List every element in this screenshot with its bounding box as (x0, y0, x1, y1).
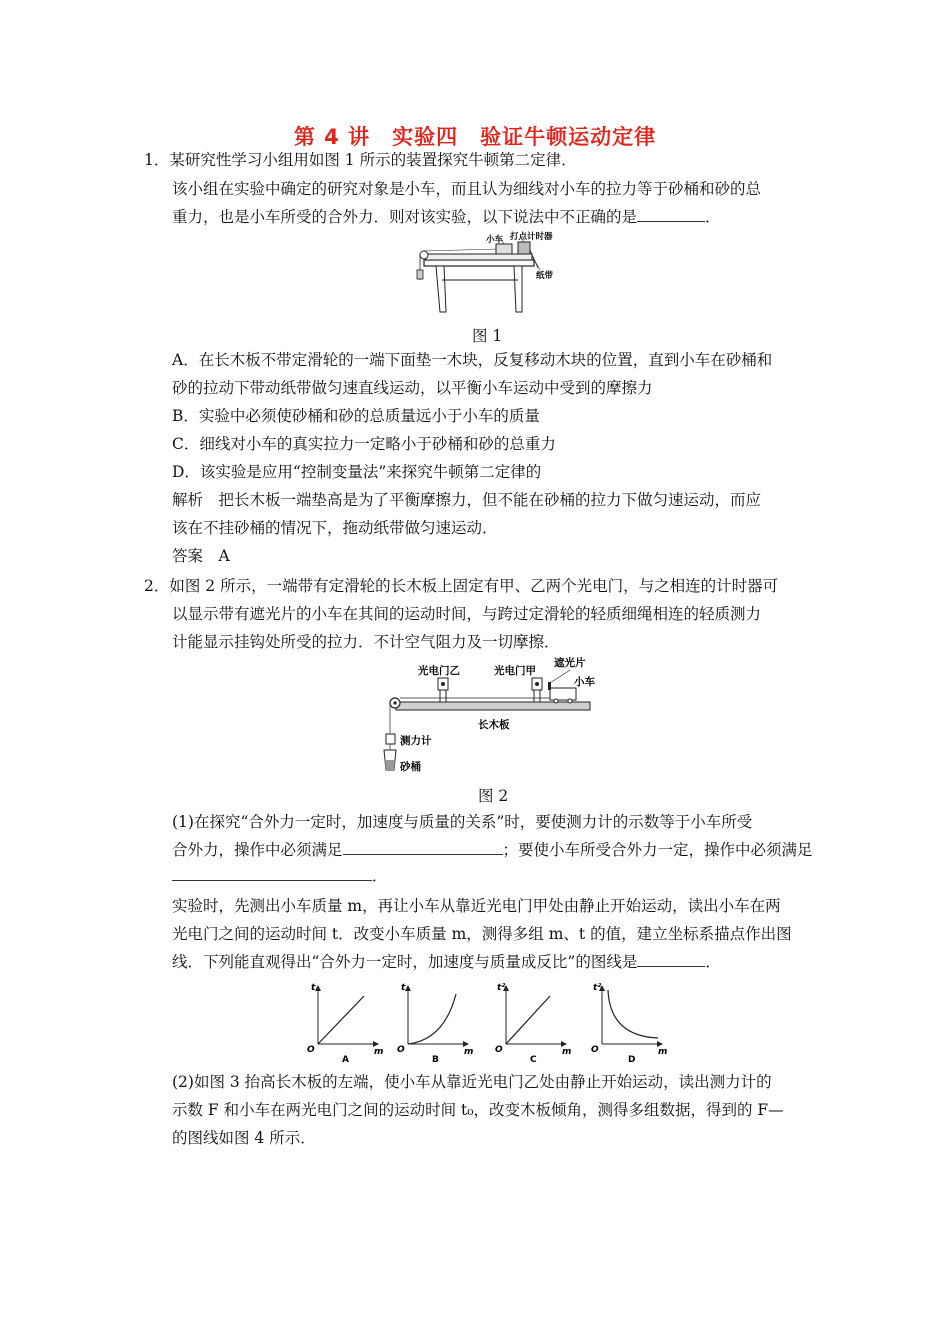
figure-2-caption: 图 2 (478, 787, 509, 805)
q2-answer-blank-1[interactable] (343, 840, 503, 855)
fig1-label-tape: 纸带 (536, 271, 554, 281)
q2-part1-end: ． (372, 867, 388, 885)
page-title: 第 4 讲 实验四 验证牛顿运动定律 (293, 125, 657, 149)
q1-stem-end: ． (705, 208, 721, 226)
fig2-label-bucket: 砂桶 (400, 761, 421, 773)
q1-option-a-line-1: A．在长木板不带定滑轮的一端下面垫一木块，反复移动木块的位置，直到小车在砂桶和 (172, 351, 773, 369)
graph-c-y-axis: t² (497, 983, 506, 993)
graph-b-curve (408, 994, 456, 1044)
q2-part1-text-b: ；要使小车所受合外力一定，操作中必须满足 (502, 841, 813, 859)
q2-part1-line-1: (1)在探究“合外力一定时，加速度与质量的关系”时，要使测力计的示数等于小车所受 (172, 813, 753, 831)
graph-c[interactable] (495, 983, 571, 1065)
graph-d-label: D (628, 1055, 636, 1065)
q2-part1-end-6: ． (705, 953, 721, 971)
q2-part1-text-6: 线．下列能直观得出“合外力一定时，加速度与质量成反比”的图线是 (172, 953, 638, 971)
q1-stem-line-1: 1．某研究性学习小组用如图 1 所示的装置探究牛顿第二定律． (144, 151, 577, 169)
q2-answer-blank-2[interactable] (172, 866, 372, 881)
graph-a-label: A (342, 1055, 349, 1065)
q2-part2-line-3: 的图线如图 4 所示． (172, 1129, 316, 1147)
q1-option-b: B．实验中必须使砂桶和砂的总质量远小于小车的质量 (172, 407, 540, 425)
graph-d-curve (608, 990, 658, 1038)
q2-part1-text-a: 合外力，操作中必须满足 (172, 841, 343, 859)
q1-option-a-line-2: 砂的拉动下带动纸带做匀速直线运动，以平衡小车运动中受到的摩擦力 (172, 379, 653, 397)
graph-c-curve (506, 996, 550, 1044)
graph-d[interactable] (591, 983, 667, 1065)
fig2-label-gate-a: 光电门甲 (494, 665, 536, 677)
graph-d-origin: O (591, 1045, 599, 1055)
q2-part1-line-6 (172, 952, 721, 972)
fig2-label-meter: 测力计 (400, 735, 432, 747)
fig1-label-timer: 打点计时器 (510, 232, 553, 242)
graph-a[interactable] (307, 983, 383, 1065)
graph-b[interactable] (397, 983, 473, 1065)
graph-a-y-axis: t (311, 983, 316, 993)
q2-stem-line-3: 计能显示挂钩处所受的拉力．不计空气阻力及一切摩擦． (172, 633, 560, 651)
graph-c-x-axis: m (562, 1047, 572, 1057)
q2-part1-line-3 (172, 866, 388, 886)
q2-part1-line-2 (172, 840, 813, 860)
q1-answer: 答案 A (172, 547, 230, 565)
q1-analysis-line-1: 解析 把长木板一端垫高是为了平衡摩擦力，但不能在砂桶的拉力下做匀速运动，而应 (172, 491, 762, 509)
q1-stem-text: 重力，也是小车所受的合外力．则对该实验，以下说法中不正确的是 (172, 208, 638, 226)
figure-2-apparatus (382, 656, 602, 778)
graph-a-curve (318, 996, 364, 1044)
figure-1-apparatus (408, 230, 568, 318)
fig2-label-car: 小车 (574, 676, 595, 688)
q2-answer-blank-3[interactable] (637, 952, 705, 967)
q1-analysis-line-2: 该在不挂砂桶的情况下，拖动纸带做匀速运动． (172, 519, 498, 537)
fig1-label-car: 小车 (486, 235, 504, 245)
fig2-label-board: 长木板 (478, 719, 510, 731)
graph-b-origin: O (397, 1045, 405, 1055)
graph-d-x-axis: m (658, 1047, 668, 1057)
graph-a-origin: O (307, 1045, 315, 1055)
graph-c-label: C (530, 1055, 537, 1065)
graph-b-label: B (432, 1055, 439, 1065)
fig2-label-shade: 遮光片 (554, 657, 586, 669)
q2-stem-line-1: 2．如图 2 所示，一端带有定滑轮的长木板上固定有甲、乙两个光电门，与之相连的计时器可 (144, 577, 779, 595)
q1-stem-line-3 (172, 207, 721, 227)
graph-b-x-axis: m (464, 1047, 474, 1057)
q1-option-c: C．细线对小车的真实拉力一定略小于砂桶和砂的总重力 (172, 435, 556, 453)
q1-option-d: D．该实验是应用“控制变量法”来探究牛顿第二定律的 (172, 463, 542, 481)
figure-1-caption: 图 1 (472, 327, 503, 345)
graph-b-y-axis: t (401, 983, 406, 993)
graph-c-origin: O (495, 1045, 503, 1055)
q2-part2-line-1: (2)如图 3 抬高长木板的左端，使小车从靠近光电门乙处由静止开始运动，读出测力计的 (172, 1073, 772, 1091)
q2-part1-line-4: 实验时，先测出小车质量 m，再让小车从靠近光电门甲处由静止开始运动，读出小车在两 (172, 897, 781, 915)
graph-d-y-axis: t² (593, 983, 602, 993)
q2-part1-line-5: 光电门之间的运动时间 t．改变小车质量 m，测得多组 m、t 的值，建立坐标系描点作出图 (172, 925, 792, 943)
graph-a-x-axis: m (374, 1047, 384, 1057)
q1-stem-line-2: 该小组在实验中确定的研究对象是小车，而且认为细线对小车的拉力等于砂桶和砂的总 (172, 180, 762, 198)
graph-options (302, 980, 672, 1066)
q2-stem-line-2: 以显示带有遮光片的小车在其间的运动时间，与跨过定滑轮的轻质细绳相连的轻质测力 (172, 605, 762, 623)
fig2-label-gate-b: 光电门乙 (418, 665, 460, 677)
q2-part2-line-2: 示数 F 和小车在两光电门之间的运动时间 t₀，改变木板倾角，测得多组数据，得到的 F— (172, 1101, 784, 1119)
q1-answer-blank[interactable] (637, 207, 705, 222)
